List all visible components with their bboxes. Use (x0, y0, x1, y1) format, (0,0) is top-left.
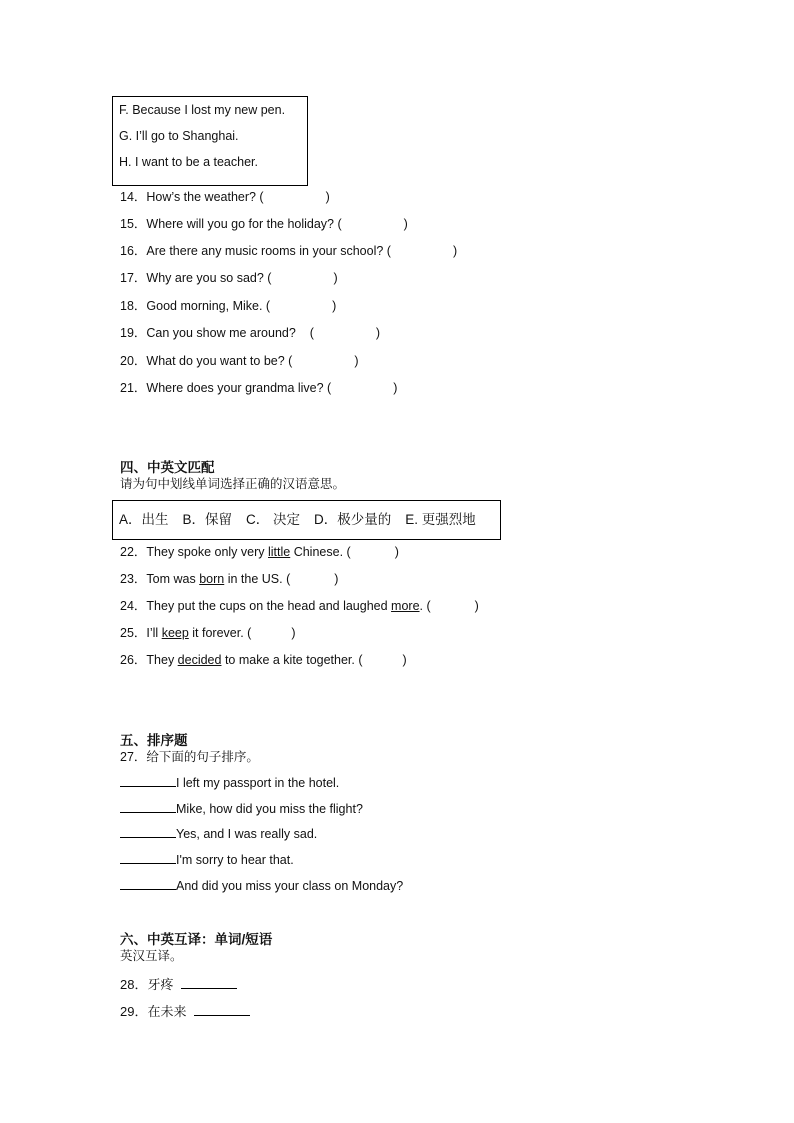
question-number: 22． (120, 545, 147, 559)
item-number: 28． (120, 977, 148, 992)
order-sentence: Yes, and I was really sad. (176, 827, 318, 841)
question-number: 23． (120, 572, 147, 586)
question-text: Tom was (146, 572, 200, 586)
question-number: 21． (120, 381, 147, 395)
order-blank[interactable] (120, 877, 176, 890)
question-23 (120, 569, 338, 587)
section-4-instruction: 请为句中划线单词选择正确的汉语意思。 (120, 477, 346, 491)
close-paren: ) (452, 244, 458, 258)
order-sentence: Mike, how did you miss the flight? (176, 802, 363, 816)
question-text: Are there any music rooms in your school? ( (146, 244, 391, 258)
close-paren: ) (375, 326, 381, 340)
question-18 (120, 296, 336, 314)
option-e: E. 更强烈地 (405, 512, 476, 527)
close-paren: ) (354, 354, 359, 368)
section-6-title: 六、中英互译：单词/短语 (120, 932, 273, 947)
question-16 (120, 241, 457, 259)
section-4-title: 四、中英文匹配 (120, 460, 215, 475)
section-5-prompt: 27．给下面的句子排序。 (120, 750, 259, 764)
item-text: 牙疼 (147, 977, 174, 992)
question-14 (120, 187, 330, 205)
question-21 (120, 378, 397, 396)
question-text: Good morning, Mike. ( (146, 299, 271, 313)
translation-blank[interactable] (194, 1003, 250, 1016)
close-paren: ) (325, 190, 330, 204)
question-text: to make a kite together. ( (221, 653, 363, 667)
order-line-1 (120, 774, 339, 790)
question-number: 15． (120, 217, 147, 231)
order-line-4 (120, 851, 294, 867)
underlined-word: decided (177, 653, 222, 667)
question-text: . ( (419, 599, 431, 613)
question-text: in the US. ( (224, 572, 291, 586)
item-number: 29． (120, 1004, 148, 1019)
question-24 (120, 596, 479, 614)
question-26 (120, 650, 407, 668)
close-paren: ) (402, 653, 407, 667)
question-text: How’s the weather? ( (146, 190, 264, 204)
question-17 (120, 268, 338, 286)
question-15 (120, 214, 408, 232)
option-h: H. I want to be a teacher. (119, 155, 258, 169)
question-number: 26． (120, 653, 147, 667)
option-f: F. Because I lost my new pen. (119, 103, 286, 117)
section-5-title: 五、排序题 (120, 733, 188, 748)
option-b: B．保留 (182, 512, 233, 527)
close-paren: ) (403, 217, 408, 231)
underlined-word: more (391, 599, 420, 613)
order-blank[interactable] (120, 825, 176, 838)
question-number: 18． (120, 299, 147, 313)
close-paren: ) (334, 572, 339, 586)
order-sentence: I'm sorry to hear that. (176, 853, 294, 867)
section-4-options (119, 508, 476, 528)
question-text: They spoke only very (146, 545, 268, 559)
close-paren: ) (474, 599, 479, 613)
underlined-word: keep (161, 626, 189, 640)
question-text: They (146, 653, 178, 667)
question-number: 24． (120, 599, 147, 613)
section-6-instruction: 英汉互译。 (120, 949, 183, 963)
order-blank[interactable] (120, 800, 176, 813)
close-paren: ) (393, 381, 398, 395)
question-number: 20． (120, 354, 147, 368)
close-paren: ) (333, 271, 338, 285)
question-text: Can you show me around? ( (146, 326, 314, 340)
translation-item-28 (120, 974, 237, 993)
order-sentence: And did you miss your class on Monday? (176, 879, 404, 893)
order-blank[interactable] (120, 851, 176, 864)
question-number: 19． (120, 326, 147, 340)
option-g: G. I’ll go to Shanghai. (119, 129, 239, 143)
question-text: What do you want to be? ( (146, 354, 293, 368)
question-text: They put the cups on the head and laughed (146, 599, 392, 613)
underlined-word: born (199, 572, 225, 586)
question-25 (120, 623, 296, 641)
question-text: it forever. ( (188, 626, 252, 640)
question-number: 25． (120, 626, 147, 640)
question-number: 14． (120, 190, 147, 204)
translation-blank[interactable] (181, 976, 237, 989)
item-text: 在未来 (147, 1004, 187, 1019)
order-line-3 (120, 825, 317, 841)
question-text: I’ll (146, 626, 162, 640)
close-paren: ) (291, 626, 296, 640)
question-22 (120, 542, 399, 560)
order-blank[interactable] (120, 774, 176, 787)
translation-item-29 (120, 1001, 250, 1020)
question-text: Where will you go for the holiday? ( (146, 217, 342, 231)
question-20 (120, 351, 359, 369)
order-sentence: I left my passport in the hotel. (176, 776, 340, 790)
underlined-word: little (268, 545, 291, 559)
order-line-5 (120, 877, 403, 893)
close-paren: ) (332, 299, 337, 313)
question-19 (120, 323, 380, 341)
question-number: 16． (120, 244, 147, 258)
question-text: Why are you so sad? ( (146, 271, 272, 285)
option-a: A．出生 (119, 512, 169, 527)
question-number: 17． (120, 271, 147, 285)
order-line-2 (120, 800, 363, 816)
option-c: C． 决定 (246, 512, 301, 527)
option-d: D．极少量的 (314, 512, 392, 527)
question-text: Where does your grandma live? ( (146, 381, 332, 395)
question-text: Chinese. ( (290, 545, 351, 559)
close-paren: ) (394, 545, 399, 559)
